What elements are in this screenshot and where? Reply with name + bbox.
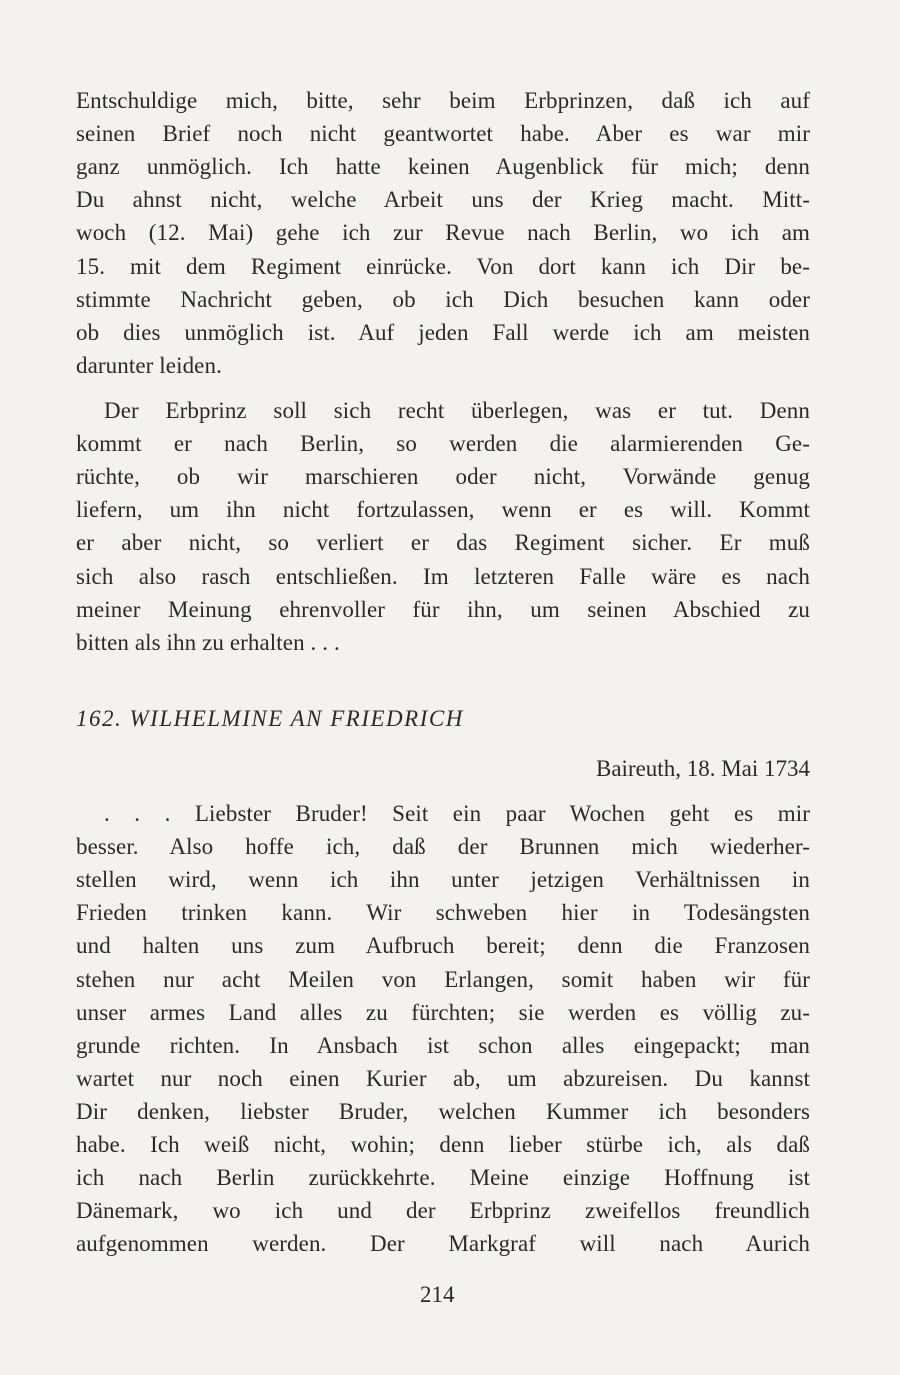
text-line: aufgenommen werden. Der Markgraf will nach Aurich	[76, 1231, 810, 1257]
page-number: 214	[420, 1282, 455, 1307]
letter-heading: 162. WILHELMINE AN FRIEDRICH	[76, 706, 464, 731]
text-line: stellen wird, wenn ich ihn unter jetzigen Verhältnissen in	[76, 867, 810, 893]
text-line: woch (12. Mai) gehe ich zur Revue nach Berlin, wo ich am	[76, 220, 810, 246]
text-line: Dir denken, liebster Bruder, welchen Kummer ich besonders	[76, 1098, 810, 1124]
text-line: habe. Ich weiß nicht, wohin; denn lieber stürbe ich, als daß	[76, 1132, 810, 1157]
text-line: Dänemark, wo ich und der Erbprinz zweifellos freundlich	[76, 1198, 810, 1224]
dateline: Baireuth, 18. Mai 1734	[596, 756, 810, 781]
text-line: Frieden trinken kann. Wir schweben hier in Todesängsten	[76, 900, 810, 926]
text-line: wartet nur noch einen Kurier ab, um abzureisen. Du kannst	[76, 1065, 810, 1091]
text-line: unser armes Land alles zu fürchten; sie werden es völlig zu-	[76, 999, 810, 1025]
text-line: kommt er nach Berlin, so werden die alarmierenden Ge-	[76, 431, 810, 457]
text-line: rüchte, ob wir marschieren oder nicht, Vorwände genug	[76, 464, 810, 490]
text-line: Der Erbprinz soll sich recht überlegen, was er tut. Denn	[104, 398, 810, 423]
text-line: sich also rasch entschließen. Im letzteren Falle wäre es nach	[76, 563, 810, 589]
text-line: besser. Also hoffe ich, daß der Brunnen mich wiederher-	[76, 834, 810, 860]
text-line: ob dies unmöglich ist. Auf jeden Fall werde ich am meisten	[76, 319, 810, 345]
text-line: 15. mit dem Regiment einrücke. Von dort kann ich Dir be-	[76, 253, 810, 279]
text-line: stimmte Nachricht geben, ob ich Dich besuchen kann oder	[76, 286, 810, 312]
text-line: stehen nur acht Meilen von Erlangen, somit haben wir für	[76, 966, 810, 992]
text-line: seinen Brief noch nicht geantwortet habe. Aber es war mir	[76, 121, 810, 147]
text-line: liefern, um ihn nicht fortzulassen, wenn er es will. Kommt	[76, 497, 810, 523]
text-line: . . . Liebster Bruder! Seit ein paar Wochen geht es mir	[104, 801, 810, 826]
text-line: bitten als ihn zu erhalten . . .	[76, 629, 340, 655]
text-line: Entschuldige mich, bitte, sehr beim Erbprinzen, daß ich auf	[76, 88, 810, 113]
text-line: meiner Meinung ehrenvoller für ihn, um seinen Abschied zu	[76, 596, 810, 622]
text-line: ganz unmöglich. Ich hatte keinen Augenblick für mich; denn	[76, 154, 810, 180]
text-line: ich nach Berlin zurückkehrte. Meine einzige Hoffnung ist	[76, 1165, 810, 1191]
text-line: und halten uns zum Aufbruch bereit; denn die Franzosen	[76, 933, 810, 959]
text-line: grunde richten. In Ansbach ist schon alles eingepackt; man	[76, 1032, 810, 1058]
text-line: er aber nicht, so verliert er das Regiment sicher. Er muß	[76, 530, 810, 556]
text-line: darunter leiden.	[76, 352, 222, 378]
text-line: Du ahnst nicht, welche Arbeit uns der Krieg macht. Mitt-	[76, 187, 810, 213]
